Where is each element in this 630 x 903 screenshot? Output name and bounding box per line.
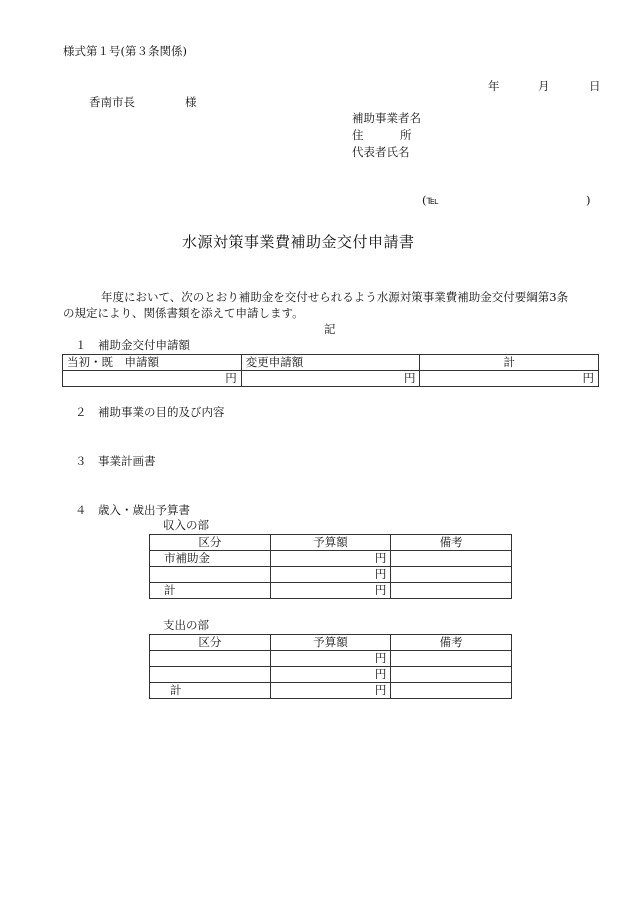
expense-notes-cell[interactable]: [391, 667, 512, 683]
section3-title: ３ 事業計画書: [75, 454, 156, 468]
expense-header-category: 区分: [150, 635, 271, 651]
header-change-amount: 変更申請額: [241, 355, 420, 371]
table-row: [63, 371, 599, 387]
income-budget-cell[interactable]: 円: [270, 551, 391, 567]
section1-title: １ 補助金交付申請額: [75, 338, 190, 352]
total-amount-cell[interactable]: 円: [420, 371, 599, 387]
expense-category-cell[interactable]: [150, 651, 271, 667]
representative-label: 代表者氏名: [352, 145, 410, 159]
income-total-label: 計: [150, 583, 271, 599]
expense-total-label: 計: [150, 683, 271, 699]
table-row: [150, 583, 512, 599]
income-budget-cell[interactable]: 円: [270, 583, 391, 599]
date-day: 日: [589, 79, 601, 93]
income-notes-cell[interactable]: [391, 583, 512, 599]
body-line-2: の規定により、関係書類を添えて申請します。: [63, 306, 304, 320]
table-row: [150, 567, 512, 583]
tel-open: (℡: [422, 193, 439, 207]
initial-amount-cell[interactable]: 円: [63, 371, 242, 387]
address-label-2: 所: [400, 128, 412, 142]
table-row: [150, 667, 512, 683]
income-notes-cell[interactable]: [391, 551, 512, 567]
date-month: 月: [538, 79, 550, 93]
income-category-cell[interactable]: [150, 567, 271, 583]
income-budget-cell[interactable]: 円: [270, 567, 391, 583]
expense-header-notes: 備考: [391, 635, 512, 651]
header-total: 計: [420, 355, 599, 371]
application-amount-table: [62, 354, 599, 387]
body-line-1: 年度において、次のとおり補助金を交付せられるよう水源対策事業費補助金交付要綱第3条: [101, 290, 569, 304]
date-year: 年: [488, 79, 500, 93]
income-notes-cell[interactable]: [391, 567, 512, 583]
document-title: 水源対策事業費補助金交付申請書: [182, 233, 415, 251]
ki-label: 記: [324, 322, 336, 336]
address-label-1: 住: [352, 128, 364, 142]
expense-table: [149, 634, 512, 699]
form-number: 様式第１号(第３条関係): [63, 44, 187, 58]
income-header-category: 区分: [150, 535, 271, 551]
table-row: [150, 651, 512, 667]
expense-budget-cell[interactable]: 円: [270, 667, 391, 683]
income-header-notes: 備考: [391, 535, 512, 551]
change-amount-cell[interactable]: 円: [241, 371, 420, 387]
expense-category-cell[interactable]: [150, 667, 271, 683]
income-table: [149, 534, 512, 599]
addressee-honorific: 様: [185, 95, 197, 109]
addressee-name: 香南市長: [89, 95, 135, 109]
expense-label: 支出の部: [163, 618, 209, 632]
expense-budget-cell[interactable]: 円: [270, 651, 391, 667]
expense-budget-cell[interactable]: 円: [270, 683, 391, 699]
table-header-row: [150, 635, 512, 651]
header-initial-amount: 当初・既 申請額: [63, 355, 242, 371]
table-header-row: [63, 355, 599, 371]
income-category-cell: 市補助金: [150, 551, 271, 567]
section2-title: ２ 補助事業の目的及び内容: [75, 405, 225, 419]
business-name-label: 補助事業者名: [352, 111, 421, 125]
income-header-budget: 予算額: [270, 535, 391, 551]
table-row: [150, 551, 512, 567]
table-row: [150, 683, 512, 699]
expense-header-budget: 予算額: [270, 635, 391, 651]
expense-notes-cell[interactable]: [391, 683, 512, 699]
income-label: 収入の部: [163, 518, 209, 532]
table-header-row: [150, 535, 512, 551]
tel-close: ): [586, 193, 591, 207]
expense-notes-cell[interactable]: [391, 651, 512, 667]
section4-title: ４ 歳入・歳出予算書: [75, 503, 190, 517]
